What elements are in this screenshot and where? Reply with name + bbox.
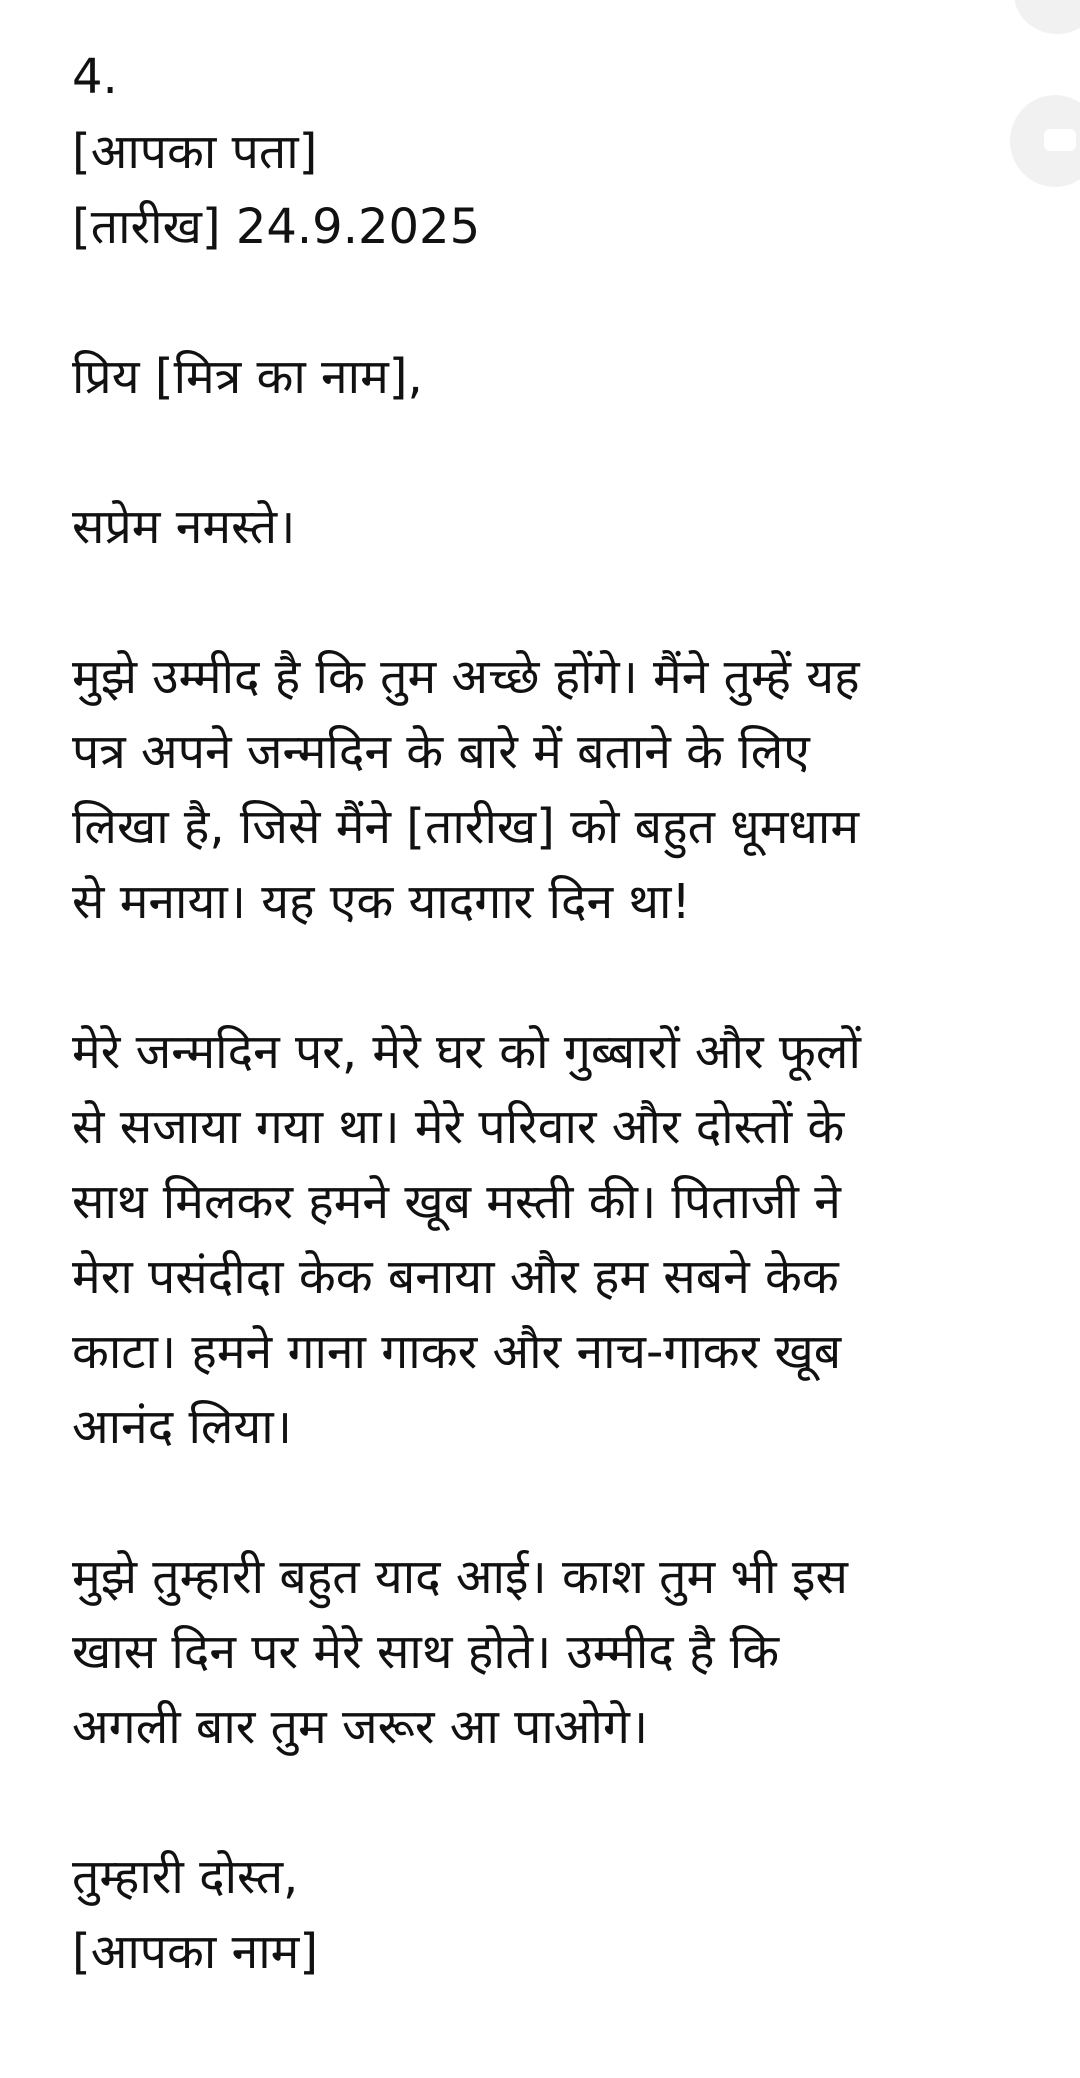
chat-icon	[1044, 129, 1076, 151]
paragraph-line: मेरे जन्मदिन पर, मेरे घर को गुब्बारों और फूलों	[72, 1024, 861, 1080]
paragraph-line: से सजाया गया था। मेरे परिवार और दोस्तों के	[72, 1099, 845, 1155]
closing: तुम्हारी दोस्त,	[72, 1849, 299, 1905]
signature: [आपका नाम]	[72, 1924, 319, 1980]
paragraph-line: साथ मिलकर हमने खूब मस्ती की। पिताजी ने	[72, 1174, 841, 1230]
paragraph-line: पत्र अपने जन्मदिन के बारे में बताने के लिए	[72, 724, 810, 780]
floating-control-top[interactable]	[1014, 0, 1080, 34]
paragraph-line: काटा। हमने गाना गाकर और नाच-गाकर खूब	[72, 1324, 842, 1380]
letter-number: 4.	[72, 49, 118, 105]
paragraph-line: मुझे उम्मीद है कि तुम अच्छे होंगे। मैंने तुम्हें यह	[72, 649, 860, 705]
floating-control-middle[interactable]	[1010, 95, 1080, 187]
letter-body	[72, 40, 1012, 1990]
paragraph-line: से मनाया। यह एक यादगार दिन था!	[72, 874, 691, 930]
paragraph-line: आनंद लिया।	[72, 1399, 292, 1455]
paragraph-line: लिखा है, जिसे मैंने [तारीख] को बहुत धूमधाम	[72, 799, 860, 855]
paragraph-line: खास दिन पर मेरे साथ होते। उम्मीद है कि	[72, 1624, 780, 1680]
paragraph-line: मुझे तुम्हारी बहुत याद आई। काश तुम भी इस	[72, 1549, 848, 1605]
greeting: सप्रेम नमस्ते।	[72, 499, 296, 555]
paragraph-line: मेरा पसंदीदा केक बनाया और हम सबने केक	[72, 1249, 839, 1305]
salutation: प्रिय [मित्र का नाम],	[72, 349, 423, 405]
letter-date: [तारीख] 24.9.2025	[72, 199, 481, 255]
paragraph-1	[72, 640, 1012, 940]
paragraph-2	[72, 1015, 1012, 1465]
paragraph-line: अगली बार तुम जरूर आ पाओगे।	[72, 1699, 649, 1755]
sender-address: [आपका पता]	[72, 124, 318, 180]
paragraph-3	[72, 1540, 1012, 1765]
